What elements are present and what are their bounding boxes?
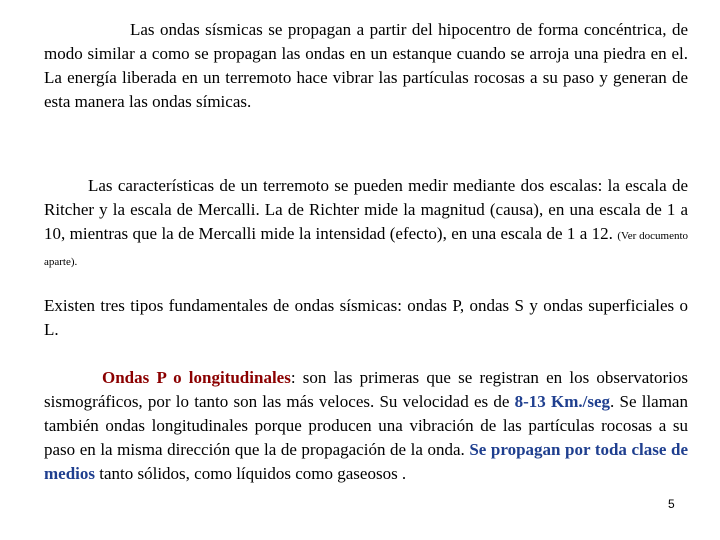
paragraph-scales-text: Las características de un terremoto se pueden medir mediante dos escalas: la escala de Ritcher y la escala de Mercalli. La de Richter mide la magnitud (causa), en una escala de 1 a 10, mientras que la de Mercalli mide la intensidad (efecto), en una escala de 1 a 12.	[44, 176, 688, 243]
p-waves-text-part3: tanto sólidos, como líquidos como gaseosos .	[95, 464, 407, 483]
reference-note: (Ver documento aparte).	[44, 230, 689, 268]
paragraph-hypocenter	[44, 18, 688, 114]
p-waves-highlight: Se propagan por toda clase de medios	[44, 440, 688, 483]
paragraph-hypocenter-text: Las ondas sísmicas se propagan a partir del hipocentro de forma concéntrica, de modo similar a como se propagan las ondas en un estanque cuando se arroja una piedra en el. La energía liberada en un terremoto hace vibrar las partículas rocosas a su paso y generan de esta manera las ondas símicas.	[44, 20, 688, 111]
paragraph-wave-types	[44, 294, 688, 342]
page-number: 5	[668, 497, 675, 511]
paragraph-p-waves	[44, 366, 688, 486]
paragraph-wave-types-text: Existen tres tipos fundamentales de ondas sísmicas: ondas P, ondas S y ondas superficiales o L.	[44, 296, 688, 339]
p-waves-text-part1: : son las primeras que se registran en los observatorios sismográficos, por lo tanto son las más veloces. Su velocidad es de	[44, 368, 689, 411]
paragraph-scales	[44, 174, 688, 274]
p-waves-speed: 8-13 Km./seg	[514, 392, 611, 411]
p-waves-heading: Ondas P o longitudinales	[102, 368, 291, 387]
p-waves-text-part2: . Se llaman también ondas longitudinales porque producen una vibración de las partículas rocosas a su paso en la misma dirección que la de propagación de la onda.	[44, 392, 688, 459]
